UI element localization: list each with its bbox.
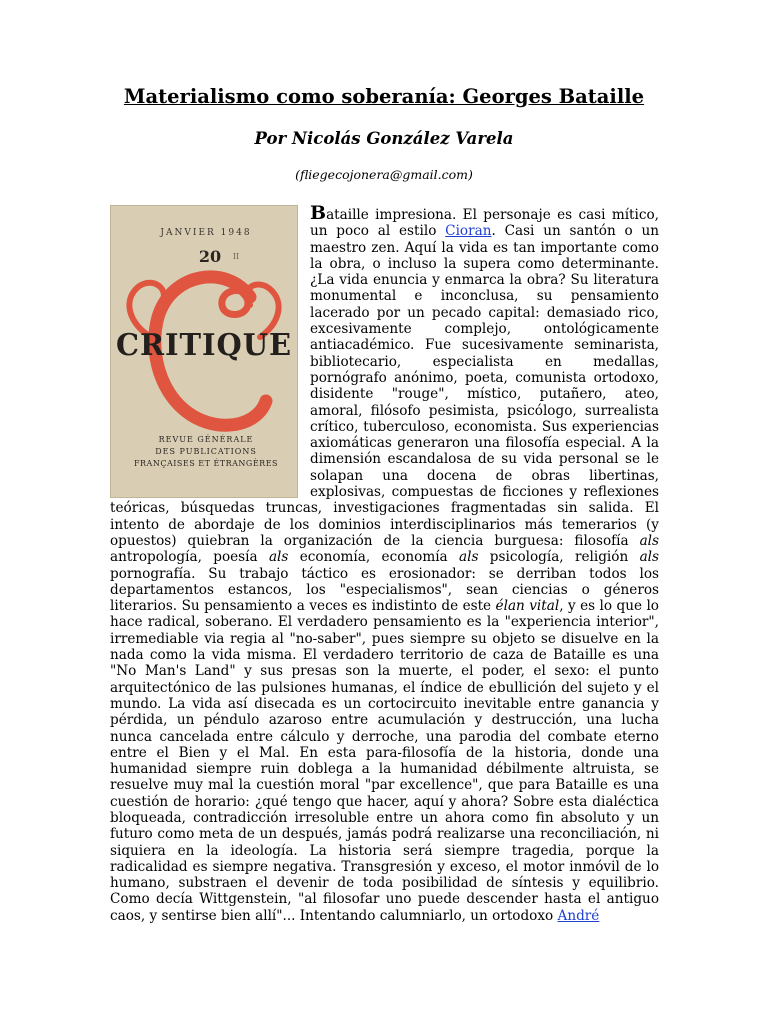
- body-emphasis: als: [639, 532, 659, 549]
- cover-subtitle-2: DES PUBLICATIONS: [155, 447, 257, 456]
- body-text: antropología, poesía: [110, 549, 269, 566]
- critique-cover-image: [110, 205, 298, 498]
- cioran-link[interactable]: Cioran: [445, 223, 492, 240]
- andre-link[interactable]: André: [557, 907, 600, 924]
- cover-subtitle-1: REVUE GÉNÉRALE: [158, 435, 254, 444]
- author-line: Por Nicolás González Varela: [254, 129, 514, 148]
- cover-number: 20: [198, 247, 222, 266]
- body-text: . Casi un santón o un maestro zen. Aquí la vida es tan importante como la obra, o incluso la supera como determinante. ¿La vida enuncia y enmarca la obra? Su literatura monumental e inconclusa, su pensamiento lacerado por un pecado capital: demasiado rico, excesivamente complejo, ontológicamente antiacadémico. Fue sucesivamente seminarista, bibliotecario, especialista en medallas, pornógrafo anónimo, poeta, comunista ortodoxo, disidente "rouge", místico, putañero, ateo, amoral, filósofo pesimista, psicólogo, surrealista crítico, tuberculoso, economista. Sus experiencias axiomáticas generaron una filosofía especial. A la dimensión escandalosa de su vida personal se le solapan una docena de obras libertinas, explosivas, compuestas de ficciones y reflexiones teóricas, búsquedas truncas, investigaciones fragmentadas sin salida. El intento de abordaje de los dominios interdisciplinarios más temerarios (y opuestos) quiebran la organización de la ciencia burguesa: filosofía: [110, 223, 660, 549]
- body-text: psicología, religión: [478, 549, 640, 566]
- cover-title: CRITIQUE: [116, 328, 292, 363]
- cover-extra-mark: II: [232, 252, 240, 261]
- drop-cap: B: [310, 202, 327, 224]
- document-title: Materialismo como soberanía: Georges Bataille: [123, 85, 645, 108]
- cover-header: JANVIER 1948: [160, 228, 252, 238]
- body-text: pornografía. Su trabajo táctico es erosionador: se derriban todos los departamentos estancos, los "especialismos", sean ciencias o géneros literarios. Su pensamiento a veces es indistinto de este: [110, 565, 659, 615]
- body-emphasis: als: [639, 549, 659, 566]
- article-body: [110, 202, 660, 924]
- body-emphasis: als: [268, 549, 289, 566]
- author-email: (fliegecojonera@gmail.com): [295, 167, 473, 182]
- body-text: economía, economía: [288, 549, 460, 566]
- body-text: , y es lo que lo hace radical, soberano. El verdadero pensamiento es la "experiencia interior", irremediable via regia al "no-saber", pues siempre su objeto se disuelve en la nada como la vida misma. El verdadero territorio de caza de Bataille es una "No Man's Land" y sus presas son la muerte, el poder, el sexo: el punto arquitectónico de las pulsiones humanas, el índice de ebullición del sujeto y el mundo. La vida así disecada es un cortocircuito inevitable entre ganancia y pérdida, un péndulo azaroso entre acumulación y destrucción, una lucha nunca cancelada entre cálculo y derroche, una parodia del combate eterno entre el Bien y el Mal. En esta para-filosofía de la historia, donde una humanidad siempre ruin doblega a la humanidad débilmente altruista, se resuelve muy mal la cuestión moral "par excellence", que para Bataille es una cuestión de horario: ¿qué tengo que hacer, aquí y ahora? Sobre esta dialéctica bloqueada, contradicción irresoluble entre un ahora como fin absoluto y un futuro como meta de un después, jamás podrá realizarse una reconciliación, ni siquiera en la ideología. La historia será siempre tragedia, porque la radicalidad es siempre negativa. Transgresión y exceso, el motor inmóvil de lo humano, substraen el devenir de toda posibilidad de síntesis y equilibrio. Como decía Wittgenstein, "al filosofar uno puede descender hasta el antiguo caos, y sentirse bien allí"... Intentando calumniarlo, un ortodoxo: [110, 598, 659, 924]
- body-text: ataille impresiona. El personaje es casi mítico, un poco al estilo: [310, 207, 659, 240]
- cover-artwork: [110, 205, 298, 498]
- body-emphasis: élan vital: [495, 598, 560, 615]
- cover-subtitle-3: FRANÇAISES ET ÉTRANGÈRES: [133, 459, 279, 468]
- body-emphasis: als: [459, 549, 479, 566]
